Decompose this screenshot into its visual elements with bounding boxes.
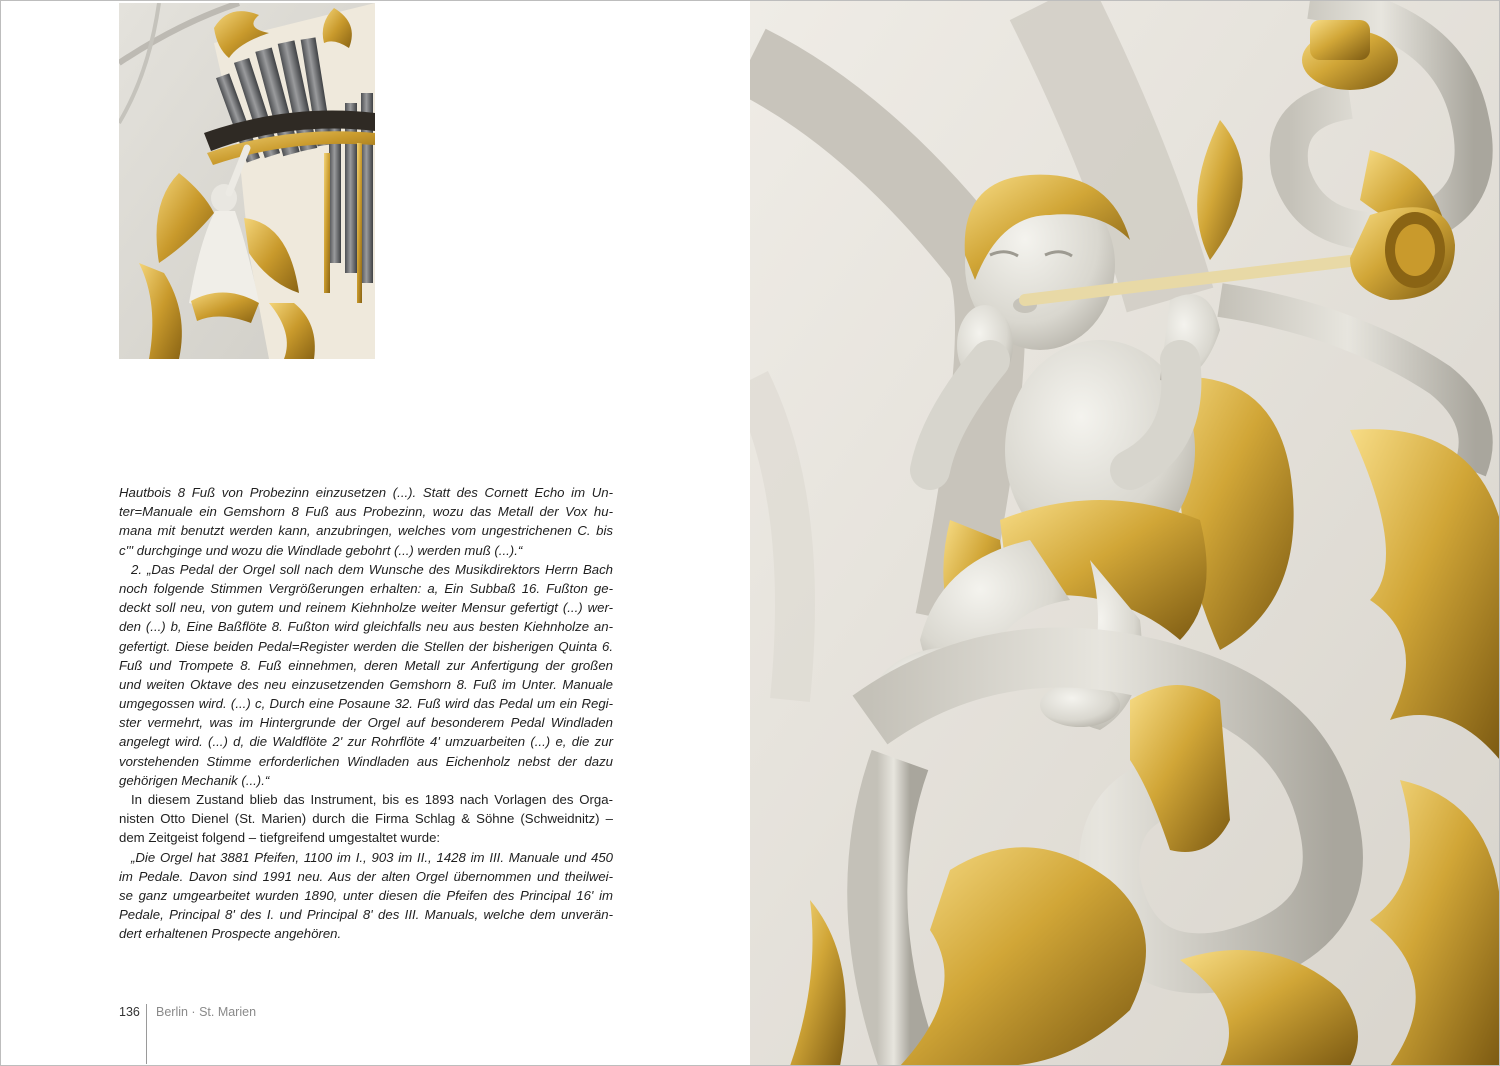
paragraph (119, 848, 613, 944)
text-line: Pedale, Principal 8' des I. und Principal 8' des III. Manuals, welche dem unverän- (119, 907, 613, 923)
putto-trumpet-photo-icon (750, 0, 1500, 1066)
paragraph (119, 790, 613, 848)
text-line: umgegossen wird. (...) c, Durch eine Posaune 32. Fuß wird das Pedal um ein Regi- (119, 696, 613, 712)
text-line: Hautbois 8 Fuß von Probezinn einzusetzen (...). Statt des Cornett Echo im Un- (119, 485, 613, 500)
text-line: gefertigt. Diese beiden Pedal=Register werden die Stellen der bisherigen Quinta 6. (119, 638, 613, 654)
organ-angel-photo (119, 3, 375, 359)
text-line: se ganz umgearbeitet wurden 1890, unter diesen die Pfeifen des Principal 16' im (119, 887, 613, 903)
page-number: 136 (119, 1005, 140, 1019)
text-line: deckt soll neu, von gutem und reinem Kiehnholze weiter Mensur gefertigt (...) wer- (119, 600, 613, 616)
organ-angel-photo-icon (119, 3, 375, 359)
putto-trumpet-photo (750, 0, 1500, 1066)
text-line: vorstehenden Stimme erforderlichen Windladen aus Eichenholz nebst der dazu (119, 753, 613, 769)
text-line: und weiten Oktave des neu einzusetzenden Gemshorn 8. Fuß im Unter. Manuale (119, 676, 613, 692)
text-line: c''' durchginge und wozu die Windlade gebohrt (...) werden muß (...).“ (119, 542, 523, 558)
text-line: im Pedale. Davon sind 1991 neu. Aus der alten Orgel übernommen und theilwei- (119, 868, 613, 884)
text-line: Fuß und Trompete 8. Fuß einnehmen, deren Metall zur Anfertigung der großen (119, 657, 613, 673)
text-line: nisten Otto Dienel (St. Marien) durch die Firma Schlag & Söhne (Schweidnitz) – (119, 811, 613, 827)
body-text (119, 483, 613, 944)
text-line: gehörigen Mechanik (...).“ (119, 772, 270, 788)
text-line: 2. „Das Pedal der Orgel soll nach dem Wunsche des Musikdirektors Herrn Bach (131, 561, 613, 577)
text-line: dert erhaltenen Prospecte angehören. (119, 926, 342, 942)
text-line: „Die Orgel hat 3881 Pfeifen, 1100 im I., 903 im II., 1428 im III. Manuale und 450 (131, 849, 613, 865)
text-line: In diesem Zustand blieb das Instrument, bis es 1893 nach Vorlagen des Orga- (131, 792, 613, 807)
text-line: mana mit benutzt werden kann, anzubringen, welches vom ungestrichenen C. bis (119, 523, 613, 539)
text-line: ster vermehrt, was im Hintergrunde der Orgel auf besonderem Pedal Windladen (119, 715, 613, 731)
running-head: Berlin · St. Marien (156, 1005, 257, 1019)
paragraph (119, 483, 613, 560)
text-line: dem Zeitgeist folgend – tiefgreifend umgestaltet wurde: (119, 830, 441, 846)
text-line: den (...) b, Eine Baßflöte 8. Fußton wird gleichfalls neu aus besten Kiehnholze an- (119, 619, 613, 635)
footer-divider (146, 1004, 147, 1064)
text-line: angelegt wird. (...) d, die Waldflöte 2' zur Rohrflöte 4' umzuarbeiten (...) e, die zur (119, 734, 613, 750)
paragraph (119, 560, 613, 790)
text-line: noch folgende Stimmen Vergrößerungen erhalten: a, Ein Subbaß 16. Fußton ge- (119, 580, 613, 596)
text-line: ter=Manuale ein Gemshorn 8 Fuß aus Probezinn, wozu das Metall der Vox hu- (119, 504, 613, 520)
